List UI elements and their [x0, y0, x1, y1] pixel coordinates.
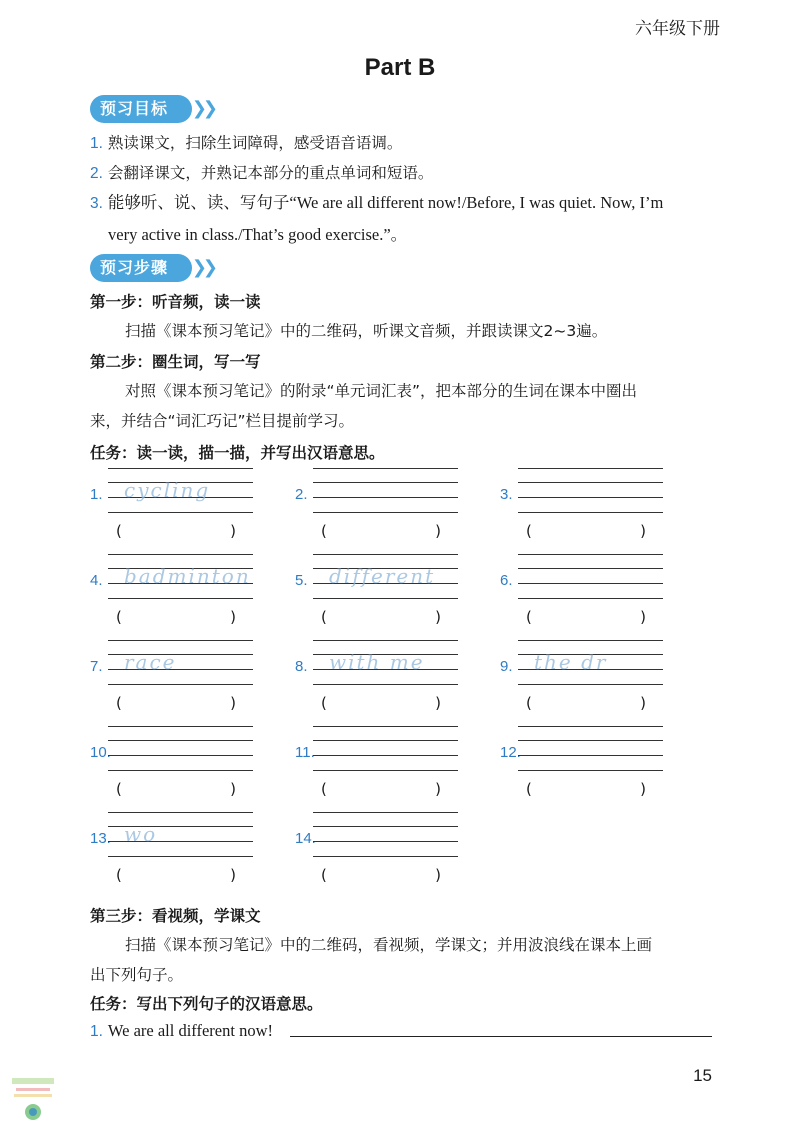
- paren-close: ): [230, 694, 236, 712]
- writing-line: [108, 468, 253, 469]
- writing-line: [108, 598, 253, 599]
- word-exercise-item: [500, 468, 690, 548]
- writing-line: [108, 554, 253, 555]
- trace-word: different: [329, 564, 436, 588]
- word-exercise-item: [500, 554, 690, 634]
- step2-title: 第二步：圈生词，写一写: [90, 353, 261, 371]
- writing-line: [518, 497, 663, 498]
- objective-text: very active in class./That’s good exercise.”。: [108, 225, 408, 244]
- writing-line: [518, 770, 663, 771]
- word-number: 5.: [295, 572, 308, 589]
- objective-text: 熟读课文，扫除生词障碍，感受语音语调。: [107, 134, 403, 152]
- paren-close: ): [435, 694, 441, 712]
- word-number: 14.: [295, 830, 316, 847]
- word-exercise-item: [295, 726, 485, 806]
- trace-word: wo: [124, 822, 158, 846]
- step2-task: 任务：读一读，描一描，并写出汉语意思。: [90, 444, 385, 462]
- paren-open: (: [526, 694, 532, 712]
- writing-line: [313, 812, 458, 813]
- step1-text: 扫描《课本预习笔记》中的二维码，听课文音频，并跟读课文2~3遍。: [125, 322, 608, 340]
- writing-line: [313, 512, 458, 513]
- objective-item: [90, 188, 730, 219]
- paren-open: (: [321, 694, 327, 712]
- word-exercise-item: [500, 726, 690, 806]
- step2-text: 对照《课本预习笔记》的附录“单元词汇表”，把本部分的生词在课本中圈出: [125, 382, 638, 400]
- word-number: 13.: [90, 830, 111, 847]
- paren-open: (: [116, 866, 122, 884]
- writing-line: [108, 812, 253, 813]
- writing-line: [518, 684, 663, 685]
- writing-line: [518, 554, 663, 555]
- word-exercise-item: [295, 554, 485, 634]
- writing-line: [518, 740, 663, 741]
- double-chevron-icon: ❯❯: [191, 257, 214, 278]
- paren-close: ): [435, 608, 441, 626]
- paren-close: ): [230, 522, 236, 540]
- word-number: 11.: [295, 744, 315, 761]
- word-number: 7.: [90, 658, 103, 675]
- paren-open: (: [321, 780, 327, 798]
- step3-title: 第三步：看视频，学课文: [90, 907, 261, 925]
- objective-item: [90, 128, 730, 159]
- word-number: 9.: [500, 658, 513, 675]
- paren-open: (: [526, 522, 532, 540]
- word-exercise-item: [295, 468, 485, 548]
- paren-close: ): [640, 608, 646, 626]
- word-exercise-item: [500, 640, 690, 720]
- paren-close: ): [230, 780, 236, 798]
- writing-line: [518, 583, 663, 584]
- trace-word: badminton: [124, 564, 251, 588]
- writing-line: [108, 512, 253, 513]
- writing-line: [313, 856, 458, 857]
- paren-open: (: [526, 780, 532, 798]
- word-exercise-item: [295, 640, 485, 720]
- word-exercise-item: [90, 468, 280, 548]
- writing-line: [518, 512, 663, 513]
- objective-number: 2.: [90, 165, 103, 182]
- writing-line: [108, 640, 253, 641]
- writing-line: [313, 740, 458, 741]
- page-number: 15: [693, 1066, 712, 1085]
- writing-line: [313, 726, 458, 727]
- paren-close: ): [640, 694, 646, 712]
- publisher-logo-icon: [8, 1074, 58, 1124]
- trace-word: race: [124, 650, 177, 674]
- writing-line: [518, 482, 663, 483]
- paren-close: ): [230, 866, 236, 884]
- paren-open: (: [526, 608, 532, 626]
- writing-line: [108, 770, 253, 771]
- objective-text: 能够听、说、读、写句子“We are all different now!/Before, I was quiet. Now, I’m: [107, 193, 664, 212]
- paren-open: (: [321, 866, 327, 884]
- word-number: 1.: [90, 486, 103, 503]
- writing-line: [313, 554, 458, 555]
- writing-line: [313, 770, 458, 771]
- writing-line: [108, 726, 253, 727]
- writing-line: [518, 755, 663, 756]
- writing-line: [313, 598, 458, 599]
- word-number: 3.: [500, 486, 513, 503]
- step3-task: 任务：写出下列句子的汉语意思。: [90, 995, 323, 1013]
- writing-line: [313, 684, 458, 685]
- word-number: 6.: [500, 572, 513, 589]
- writing-line: [313, 826, 458, 827]
- writing-line: [518, 726, 663, 727]
- trace-word: the dr: [534, 650, 608, 674]
- word-number: 10.: [90, 744, 111, 761]
- paren-open: (: [116, 608, 122, 626]
- paren-close: ): [435, 522, 441, 540]
- paren-open: (: [116, 694, 122, 712]
- writing-line: [108, 856, 253, 857]
- word-exercise-item: [90, 812, 280, 892]
- word-number: 2.: [295, 486, 308, 503]
- objective-number: 1.: [90, 135, 103, 152]
- writing-line: [313, 482, 458, 483]
- trace-word: with me: [329, 650, 425, 674]
- writing-line: [518, 640, 663, 641]
- writing-line: [108, 740, 253, 741]
- word-exercise-item: [295, 812, 485, 892]
- objective-item: [90, 158, 730, 189]
- double-chevron-icon: ❯❯: [191, 98, 214, 119]
- writing-line: [108, 755, 253, 756]
- word-exercise-item: [90, 554, 280, 634]
- paren-open: (: [321, 522, 327, 540]
- paren-close: ): [435, 780, 441, 798]
- word-number: 8.: [295, 658, 308, 675]
- writing-line: [518, 598, 663, 599]
- paren-close: ): [640, 522, 646, 540]
- writing-line: [313, 468, 458, 469]
- paren-open: (: [116, 780, 122, 798]
- paren-close: ): [230, 608, 236, 626]
- grade-label: 六年级下册: [635, 19, 720, 39]
- trace-word: cycling: [124, 478, 211, 502]
- word-exercise-item: [90, 726, 280, 806]
- writing-line: [108, 684, 253, 685]
- paren-close: ): [435, 866, 441, 884]
- writing-line: [518, 468, 663, 469]
- sentence-answer-line[interactable]: [290, 1036, 712, 1037]
- step3-text-continued: 出下列句子。: [90, 966, 184, 984]
- page-title: Part B: [364, 54, 436, 81]
- step3-text: 扫描《课本预习笔记》中的二维码，看视频，学课文；并用波浪线在课本上画: [125, 936, 653, 954]
- sentence-number: 1.: [90, 1023, 103, 1040]
- word-exercise-item: [90, 640, 280, 720]
- writing-line: [313, 841, 458, 842]
- word-number: 4.: [90, 572, 103, 589]
- steps-badge-label: 预习步骤: [100, 258, 169, 277]
- writing-line: [313, 640, 458, 641]
- steps-badge: [90, 254, 214, 282]
- step2-text-continued: 来，并结合“词汇巧记”栏目提前学习。: [90, 412, 355, 430]
- writing-line: [313, 755, 458, 756]
- writing-line: [313, 497, 458, 498]
- paren-open: (: [116, 522, 122, 540]
- objective-number: 3.: [90, 195, 103, 212]
- objective-text: 会翻译课文，并熟记本部分的重点单词和短语。: [107, 164, 434, 182]
- objective-text-continued: [108, 220, 748, 250]
- word-number: 12.: [500, 744, 521, 761]
- paren-open: (: [321, 608, 327, 626]
- sentence-item: [90, 1016, 730, 1047]
- objectives-badge-label: 预习目标: [100, 99, 169, 118]
- step1-title: 第一步：听音频，读一读: [90, 293, 261, 311]
- paren-close: ): [640, 780, 646, 798]
- objectives-badge: [90, 95, 214, 123]
- sentence-text: We are all different now!: [107, 1021, 273, 1040]
- writing-line: [518, 568, 663, 569]
